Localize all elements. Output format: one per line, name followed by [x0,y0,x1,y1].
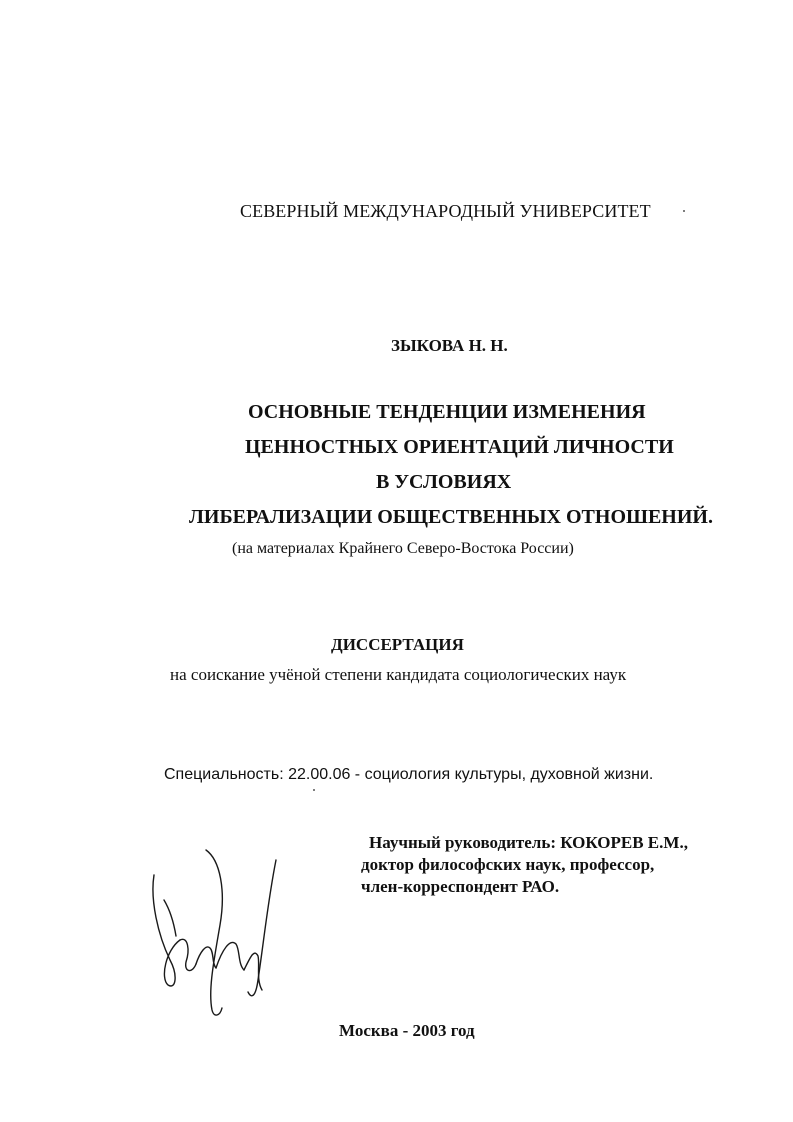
specialty-line: Специальность: 22.00.06 - социология культуры, духовной жизни. [164,766,654,783]
subtitle: (на материалах Крайнего Северо-Востока России) [232,540,574,557]
supervisor-line-1: Научный руководитель: КОКОРЕВ Е.М., [369,833,688,852]
scan-speck [683,210,685,212]
degree-line: на соискание учёной степени кандидата социологических наук [170,665,627,684]
handwritten-signature [140,840,300,1030]
title-line-4: ЛИБЕРАЛИЗАЦИИ ОБЩЕСТВЕННЫХ ОТНОШЕНИЙ. [189,506,713,528]
title-line-3: В УСЛОВИЯХ [376,471,512,493]
supervisor-line-2: доктор философских наук, профессор, [361,855,655,874]
work-type: ДИССЕРТАЦИЯ [331,635,464,654]
title-line-2: ЦЕННОСТНЫХ ОРИЕНТАЦИЙ ЛИЧНОСТИ [245,436,674,458]
author-name: ЗЫКОВА Н. Н. [391,336,508,355]
university-name: СЕВЕРНЫЙ МЕЖДУНАРОДНЫЙ УНИВЕРСИТЕТ [240,201,651,221]
city-year: Москва - 2003 год [339,1021,475,1040]
scan-speck [313,789,315,791]
supervisor-line-3: член-корреспондент РАО. [361,877,560,896]
title-line-1: ОСНОВНЫЕ ТЕНДЕНЦИИ ИЗМЕНЕНИЯ [248,401,646,423]
